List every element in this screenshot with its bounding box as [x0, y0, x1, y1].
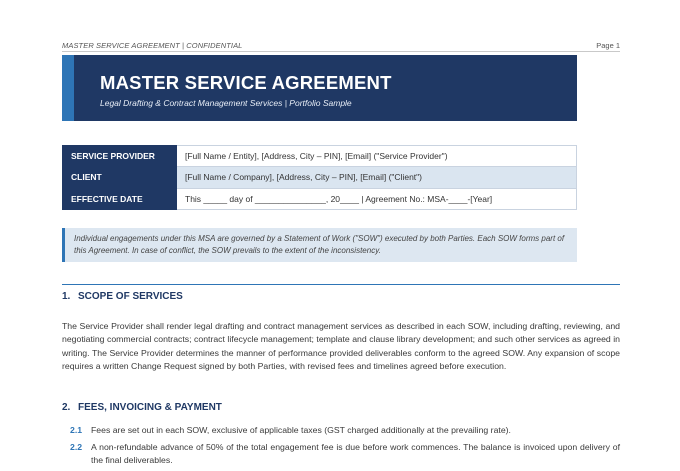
section-heading: [62, 284, 620, 306]
clause-text: Fees are set out in each SOW, exclusive of applicable taxes (GST charged additionally at the prevailing rate).: [91, 425, 511, 435]
document-title: MASTER SERVICE AGREEMENT: [100, 72, 392, 93]
party-label: EFFECTIVE DATE: [63, 188, 177, 209]
party-value: This _____ day of _______________, 20____ | Agreement No.: MSA-____-[Year]: [177, 188, 577, 209]
party-label: CLIENT: [63, 167, 177, 188]
section-title: FEES, INVOICING & PAYMENT: [78, 402, 222, 413]
clause-text: A non-refundable advance of 50% of the total engagement fee is due before work commences. The balance is invoiced upon delivery of the final deliverables.: [91, 442, 620, 466]
parties-table: [62, 145, 577, 210]
document-subtitle: Legal Drafting & Contract Management Services | Portfolio Sample: [100, 98, 352, 108]
table-row: [63, 167, 577, 188]
section-number: 1.: [62, 291, 71, 302]
running-header-title: MASTER SERVICE AGREEMENT | CONFIDENTIAL: [62, 41, 243, 50]
clause-number: 2.1: [70, 425, 83, 435]
party-label: SERVICE PROVIDER: [63, 146, 177, 167]
section-title: SCOPE OF SERVICES: [78, 291, 183, 302]
table-row: [63, 188, 577, 209]
banner-accent-bar: [62, 55, 74, 121]
page-number: Page 1: [596, 41, 620, 50]
party-value: [Full Name / Company], [Address, City – PIN], [Email] ("Client"): [177, 167, 577, 188]
section-heading: [62, 396, 620, 418]
sow-notice-box: Individual engagements under this MSA are governed by a Statement of Work ("SOW") executed by both Parties. Each SOW forms part of this Agreement. In case of conflict, the SOW prevails to the extent of the inconsistency.: [62, 228, 577, 262]
clause-number: 2.2: [70, 442, 83, 452]
clause: [62, 441, 620, 471]
clause: [62, 424, 620, 438]
section-number: 2.: [62, 402, 71, 413]
section-body: The Service Provider shall render legal drafting and contract management services as described in each SOW, including drafting, reviewing, and negotiating commercial contracts; contract lifecycle management; template and clause library development; and such other services as agreed in writing. The Service Provider determines the manner of performance provided deliverables conform to the agreed SOW. Any expansion of scope requires a written Change Request signed by both Parties, with revised fees and timelines agreed before execution.: [62, 321, 620, 371]
running-header: [62, 40, 620, 52]
party-value: [Full Name / Entity], [Address, City – PIN], [Email] ("Service Provider"): [177, 146, 577, 167]
table-row: [63, 146, 577, 167]
title-banner: [62, 55, 577, 121]
